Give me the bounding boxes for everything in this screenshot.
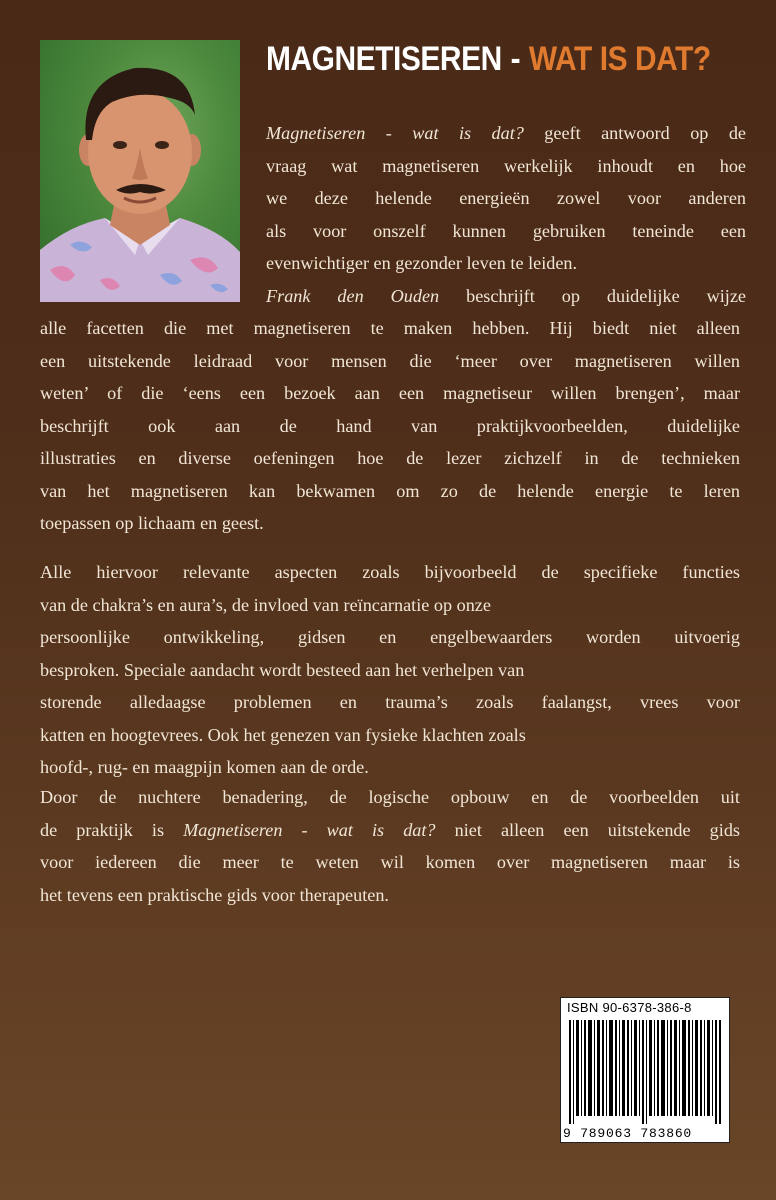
title-separator: - [510,40,521,78]
text-line: alle facetten die met magnetiseren te maken hebben. Hij biedt niet alleen [40,318,740,338]
text-line: van de chakra’s en aura’s, de invloed van reïncarnatie op onze [40,594,491,615]
text-line: beschrijft ook aan de hand van praktijkvoorbeelden, duidelijke [40,415,740,436]
title-part1: MAGNETISEREN [266,40,502,78]
text-line: storende alledaagse problemen en trauma’s zoals faalangst, vrees voor [40,692,740,712]
text-line: Alle hiervoor relevante aspecten zoals bijvoorbeeld de specifieke functies [40,562,740,582]
text-line: we deze helende energieën zowel voor anderen [266,188,746,208]
conclusion-paragraph [40,781,740,911]
title-part2: WAT IS DAT? [528,40,711,78]
isbn-label: ISBN 90-6378-386-8 [567,1000,692,1015]
text-line: toepassen op lichaam en geest. [40,513,264,533]
text-line: evenwichtiger en gezonder leven te leiden. [266,253,578,273]
text-line: het tevens een praktische gids voor therapeuten. [40,884,389,905]
text-line: persoonlijke ontwikkeling, gidsen en engelbewaarders worden uitvoerig [40,627,740,647]
text-line: de praktijk is Magnetiseren - wat is dat? niet alleen een uitstekende gids [40,819,740,840]
intro-paragraph [266,117,746,312]
text-line: besproken. Speciale aandacht wordt besteed aan het verhelpen van [40,659,525,680]
text-line: Frank den Ouden beschrijft op duidelijke wijze [266,285,746,306]
text-line: als voor onszelf kunnen gebruiken teneinde een [266,220,746,241]
text-line: voor iedereen die meer te weten wil komen over magnetiseren maar is [40,852,740,872]
text-line: hoofd-, rug- en maagpijn komen aan de orde. [40,757,369,777]
book-title [266,40,711,79]
intro-paragraph-continued [40,312,740,540]
barcode-box [560,997,730,1143]
text-line: weten’ of die ‘eens een bezoek aan een magnetiseur willen brengen’, maar [40,383,740,403]
barcode-icon [569,1020,721,1124]
text-line: van het magnetiseren kan bekwamen om zo de helende energie te leren [40,480,740,501]
ean-number: 9 789063 783860 [563,1126,693,1141]
author-photo [40,40,240,302]
aspects-paragraph [40,556,740,784]
text-line: Door de nuchtere benadering, de logische opbouw en de voorbeelden uit [40,787,740,807]
text-line: Magnetiseren - wat is dat? geeft antwoord op de [266,123,746,143]
text-line: katten en hoogtevrees. Ook het genezen van fysieke klachten zoals [40,724,526,745]
text-line: vraag wat magnetiseren werkelijk inhoudt en hoe [266,155,746,176]
text-line: illustraties en diverse oefeningen hoe de lezer zichzelf in de technieken [40,448,740,468]
text-line: een uitstekende leidraad voor mensen die ‘meer over magnetiseren willen [40,350,740,371]
